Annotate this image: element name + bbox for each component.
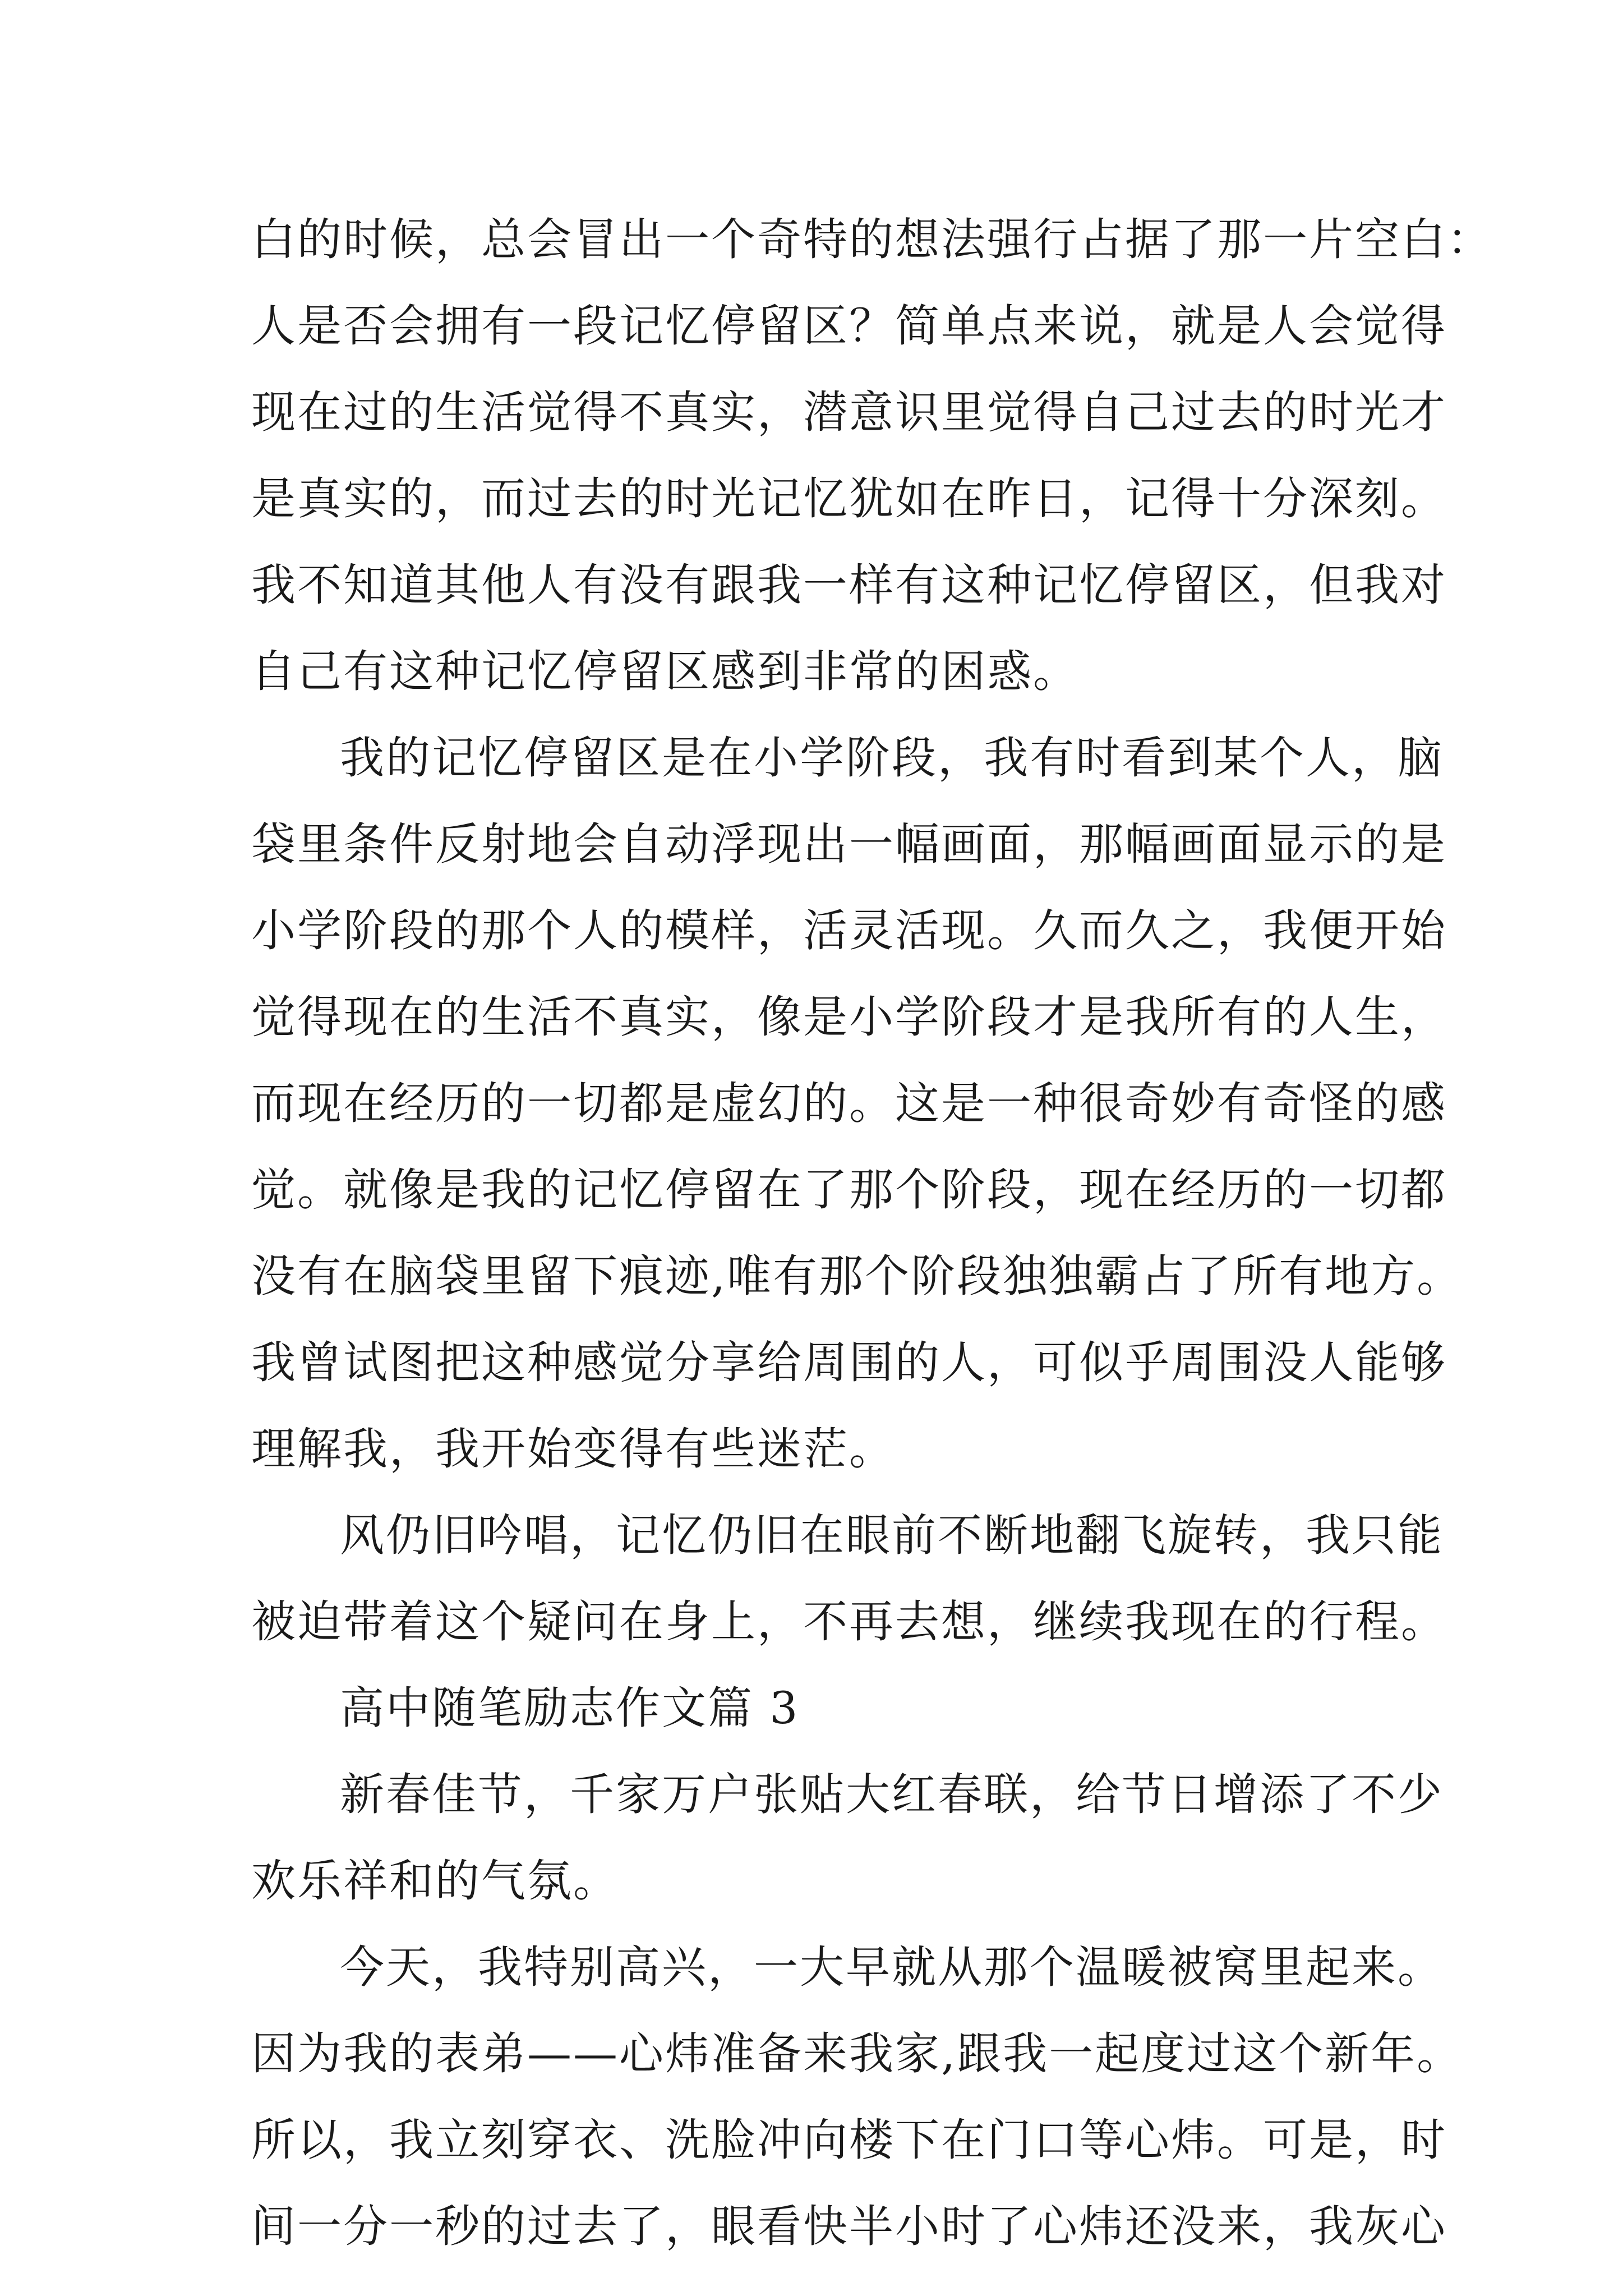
text-line: 欢乐祥和的气氛。	[251, 1855, 619, 1907]
text-line: 白的时候，总会冒出一个奇特的想法强行占据了那一片空白：	[251, 214, 1493, 265]
text-line: 风仍旧吟唱，记忆仍旧在眼前不断地翻飞旋转，我只能	[340, 1510, 1444, 1561]
text-line: 新春佳节，千家万户张贴大红春联，给节日增添了不少	[340, 1769, 1444, 1820]
text-line: 自己有这种记忆停留区感到非常的困惑。	[251, 646, 1079, 697]
text-line: 被迫带着这个疑问在身上，不再去想，继续我现在的行程。	[251, 1596, 1447, 1648]
text-line: 小学阶段的那个人的模样，活灵活现。久而久之，我便开始	[251, 905, 1447, 956]
text-line: 高中随笔励志作文篇 3	[340, 1682, 800, 1734]
text-line: 间一分一秒的过去了，眼看快半小时了心炜还没来，我灰心	[251, 2201, 1447, 2252]
body-text	[251, 196, 1493, 2270]
text-line: 现在过的生活觉得不真实，潜意识里觉得自己过去的时光才	[251, 386, 1447, 438]
text-line: 袋里条件反射地会自动浮现出一幅画面，那幅画面显示的是	[251, 818, 1447, 870]
text-line: 而现在经历的一切都是虚幻的。这是一种很奇妙有奇怪的感	[251, 1078, 1447, 1129]
text-line: 觉得现在的生活不真实，像是小学阶段才是我所有的人生，	[251, 991, 1447, 1043]
text-line: 理解我，我开始变得有些迷茫。	[251, 1423, 895, 1475]
text-line: 没有在脑袋里留下痕迹,唯有那个阶段独独霸占了所有地方。	[251, 1250, 1463, 1302]
text-line: 因为我的表弟——心炜准备来我家,跟我一起度过这个新年。	[251, 2028, 1463, 2079]
text-line: 所以，我立刻穿衣、洗脸冲向楼下在门口等心炜。可是，时	[251, 2114, 1447, 2166]
text-line: 我曾试图把这种感觉分享给周围的人，可似乎周围没人能够	[251, 1337, 1447, 1388]
text-line: 是真实的，而过去的时光记忆犹如在昨日，记得十分深刻。	[251, 473, 1447, 524]
text-line: 我不知道其他人有没有跟我一样有这种记忆停留区，但我对	[251, 559, 1447, 611]
text-line: 今天，我特别高兴，一大早就从那个温暖被窝里起来。	[340, 1941, 1444, 1993]
text-line: 我的记忆停留区是在小学阶段，我有时看到某个人，脑	[340, 732, 1444, 784]
text-line: 觉。就像是我的记忆停留在了那个阶段，现在经历的一切都	[251, 1164, 1447, 1216]
text-line: 人是否会拥有一段记忆停留区？简单点来说，就是人会觉得	[251, 300, 1447, 352]
